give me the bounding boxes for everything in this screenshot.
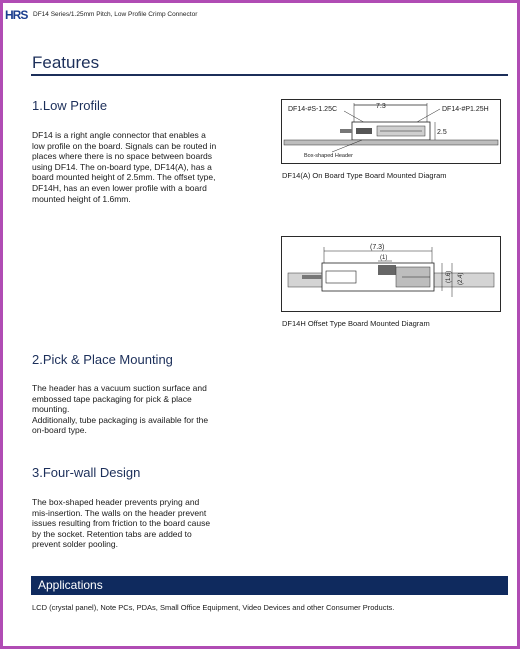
title-rule bbox=[31, 74, 508, 76]
dim-height-label: 2.5 bbox=[437, 129, 447, 136]
offset-diagram-drawing bbox=[282, 237, 500, 311]
dim-width-label-offset: (7.3) bbox=[370, 244, 385, 251]
hrs-logo: HRS bbox=[5, 8, 28, 22]
section-body-pick-place: The header has a vacuum suction surface and embossed tape packaging for pick & place mounting. Additionally, tube packaging is available for the on-board type. bbox=[32, 383, 209, 436]
dim-inner-label: (1) bbox=[380, 255, 388, 261]
socket-part-label: DF14-#S-1.25C bbox=[288, 106, 338, 113]
box-header-label: Box-shaped Header bbox=[304, 153, 353, 159]
offset-diagram-caption: DF14H Offset Type Board Mounted Diagram bbox=[282, 319, 430, 328]
section-title-four-wall: 3.Four-wall Design bbox=[32, 465, 141, 480]
dim-height2-label: (2.4) bbox=[458, 272, 464, 285]
section-title-low-profile: 1.Low Profile bbox=[32, 98, 108, 113]
applications-text: LCD (crystal panel), Note PCs, PDAs, Small Office Equipment, Video Devices and other Consumer Products. bbox=[32, 603, 395, 612]
offset-diagram bbox=[281, 236, 501, 312]
onboard-diagram-caption: DF14(A) On Board Type Board Mounted Diagram bbox=[282, 171, 447, 180]
dim-width-label: 7.3 bbox=[376, 103, 386, 110]
page-title: Features bbox=[32, 53, 100, 72]
document-page bbox=[3, 3, 517, 646]
header-part-label: DF14-#P1.25H bbox=[442, 106, 489, 113]
section-body-four-wall: The box-shaped header prevents prying and mis-insertion. The walls on the header prevent issues resulting from friction to the board cause by the socket. Retention tabs are added to prevent solder pooling. bbox=[32, 497, 211, 550]
section-title-pick-place: 2.Pick & Place Mounting bbox=[32, 352, 173, 367]
onboard-diagram bbox=[281, 99, 501, 164]
onboard-diagram-drawing bbox=[282, 100, 500, 163]
section-body-low-profile: DF14 is a right angle connector that enables a low profile on the board. Signals can be routed in places where there is no space between boards using DF14. The on-board type, DF14(A), has a board mounted height of 2.5mm. The offset type, DF14H, has an even lower profile with a board mounted height of 1.6mm. bbox=[32, 130, 217, 204]
series-header: DF14 Series/1.25mm Pitch, Low Profile Crimp Connector bbox=[33, 11, 198, 18]
dim-height1-label: (1.6) bbox=[446, 270, 452, 283]
applications-title: Applications bbox=[38, 578, 103, 592]
